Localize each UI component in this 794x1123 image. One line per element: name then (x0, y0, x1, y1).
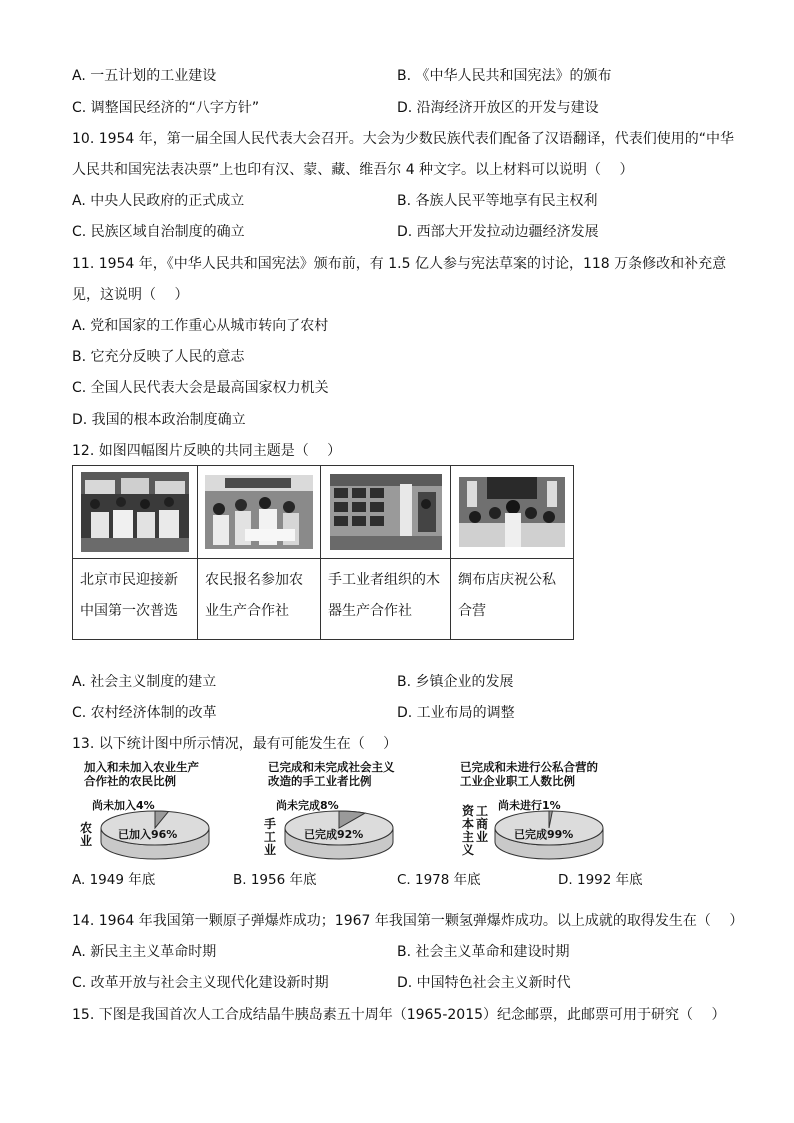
caption-1-line2: 中国第一次普选 (80, 603, 178, 619)
q11-option-b[interactable]: B. 它充分反映了人民的意志 (72, 349, 245, 365)
pie2-title-line2: 改造的手工业者比例 (268, 774, 372, 788)
q12-option-d[interactable]: D. 工业布局的调整 (397, 705, 515, 721)
pie3-label-minor: 尚未进行1% (498, 799, 561, 812)
pie3-title-line1: 已完成和未进行公私合营的 (460, 760, 598, 774)
q9-option-c[interactable]: C. 调整国民经济的“八字方针” (72, 100, 260, 116)
q12-stem: 12. 如图四幅图片反映的共同主题是（ ） (72, 443, 342, 459)
caption-4-line2: 合营 (458, 603, 486, 619)
pie1-label-major: 已加入96% (118, 828, 178, 841)
photo-woodwork-cooperative (321, 466, 450, 558)
q10-option-c[interactable]: C. 民族区域自治制度的确立 (72, 224, 245, 240)
q9-option-d[interactable]: D. 沿海经济开放区的开发与建设 (397, 100, 599, 116)
q12-photo-table (72, 465, 574, 640)
caption-1-line1: 北京市民迎接新 (80, 572, 178, 588)
q12-option-b[interactable]: B. 乡镇企业的发展 (397, 674, 514, 690)
pie3-side-label (461, 805, 491, 865)
photo-election-celebration (73, 466, 197, 558)
q9-option-b[interactable]: B. 《中华人民共和国宪法》的颁布 (397, 68, 612, 84)
caption-4-line1: 绸布店庆祝公私 (458, 572, 556, 588)
pie3-side-col2: 工 商 业 (475, 804, 488, 844)
pie2-title-line1: 已完成和未完成社会主义 (268, 760, 395, 774)
q9-option-a[interactable]: A. 一五计划的工业建设 (72, 68, 217, 84)
pie3-label-major: 已完成99% (514, 828, 574, 841)
caption-2-line2: 业生产合作社 (205, 603, 289, 619)
pie2-label-minor: 尚未完成8% (276, 799, 339, 812)
pie1-title (84, 760, 199, 788)
q12-option-a[interactable]: A. 社会主义制度的建立 (72, 674, 217, 690)
q13-option-c[interactable]: C. 1978 年底 (397, 872, 481, 888)
q14-stem: 14. 1964 年我国第一颗原子弹爆炸成功；1967 年我国第一颗氢弹爆炸成功。以上成就的取得发生在（ ） (72, 913, 744, 929)
q10-option-b[interactable]: B. 各族人民平等地享有民主权利 (397, 193, 598, 209)
q10-stem-line2: 人民共和国宪法表决票”上也印有汉、蒙、藏、维吾尔 4 种文字。以上材料可以说明（ ） (72, 162, 634, 178)
pie1-title-line2: 合作社的农民比例 (84, 774, 176, 788)
q11-option-d[interactable]: D. 我国的根本政治制度确立 (72, 412, 246, 428)
pie3-title (460, 760, 598, 788)
pie1-side-label: 农业 (79, 821, 92, 848)
q14-option-d[interactable]: D. 中国特色社会主义新时代 (397, 975, 571, 991)
q13-option-d[interactable]: D. 1992 年底 (558, 872, 643, 888)
photo-farmers-registering (198, 466, 320, 558)
q11-stem-line2: 见，这说明（ ） (72, 287, 189, 303)
q11-stem-line1: 11. 1954 年，《中华人民共和国宪法》颁布前，有 1.5 亿人参与宪法草案的讨论，118 万条修改和补充意 (72, 256, 727, 272)
q14-option-a[interactable]: A. 新民主主义革命时期 (72, 944, 217, 960)
pie1-label-minor: 尚未加入4% (92, 799, 155, 812)
pie2-title (268, 760, 395, 788)
q15-stem: 15. 下图是我国首次人工合成结晶牛胰岛素五十周年（1965-2015）纪念邮票，此邮票可用于研究（ ） (72, 1007, 726, 1023)
pie2-label-major: 已完成92% (304, 828, 364, 841)
photo-shop-celebration (451, 466, 573, 558)
pie3-title-line2: 工业企业职工人数比例 (460, 774, 575, 788)
q13-stem: 13. 以下统计图中所示情况，最有可能发生在（ ） (72, 736, 398, 752)
q14-option-b[interactable]: B. 社会主义革命和建设时期 (397, 944, 570, 960)
q12-option-c[interactable]: C. 农村经济体制的改革 (72, 705, 217, 721)
q14-option-c[interactable]: C. 改革开放与社会主义现代化建设新时期 (72, 975, 329, 991)
q13-option-b[interactable]: B. 1956 年底 (233, 872, 317, 888)
pie3-side-col1: 资 本 主 义 (461, 804, 474, 857)
caption-2-line1: 农民报名参加农 (205, 572, 303, 588)
caption-3-line2: 器生产合作社 (328, 603, 412, 619)
q10-option-d[interactable]: D. 西部大开发拉动边疆经济发展 (397, 224, 599, 240)
q11-option-c[interactable]: C. 全国人民代表大会是最高国家权力机关 (72, 380, 329, 396)
q11-option-a[interactable]: A. 党和国家的工作重心从城市转向了农村 (72, 318, 329, 334)
pie1-title-line1: 加入和未加入农业生产 (84, 760, 199, 774)
q13-option-a[interactable]: A. 1949 年底 (72, 872, 156, 888)
q10-option-a[interactable]: A. 中央人民政府的正式成立 (72, 193, 245, 209)
pie2-side-label: 手工业 (263, 817, 276, 857)
caption-3-line1: 手工业者组织的木 (328, 572, 440, 588)
q10-stem-line1: 10. 1954 年，第一届全国人民代表大会召开。大会为少数民族代表们配备了汉语翻译，代表们使用的“中华 (72, 131, 735, 147)
